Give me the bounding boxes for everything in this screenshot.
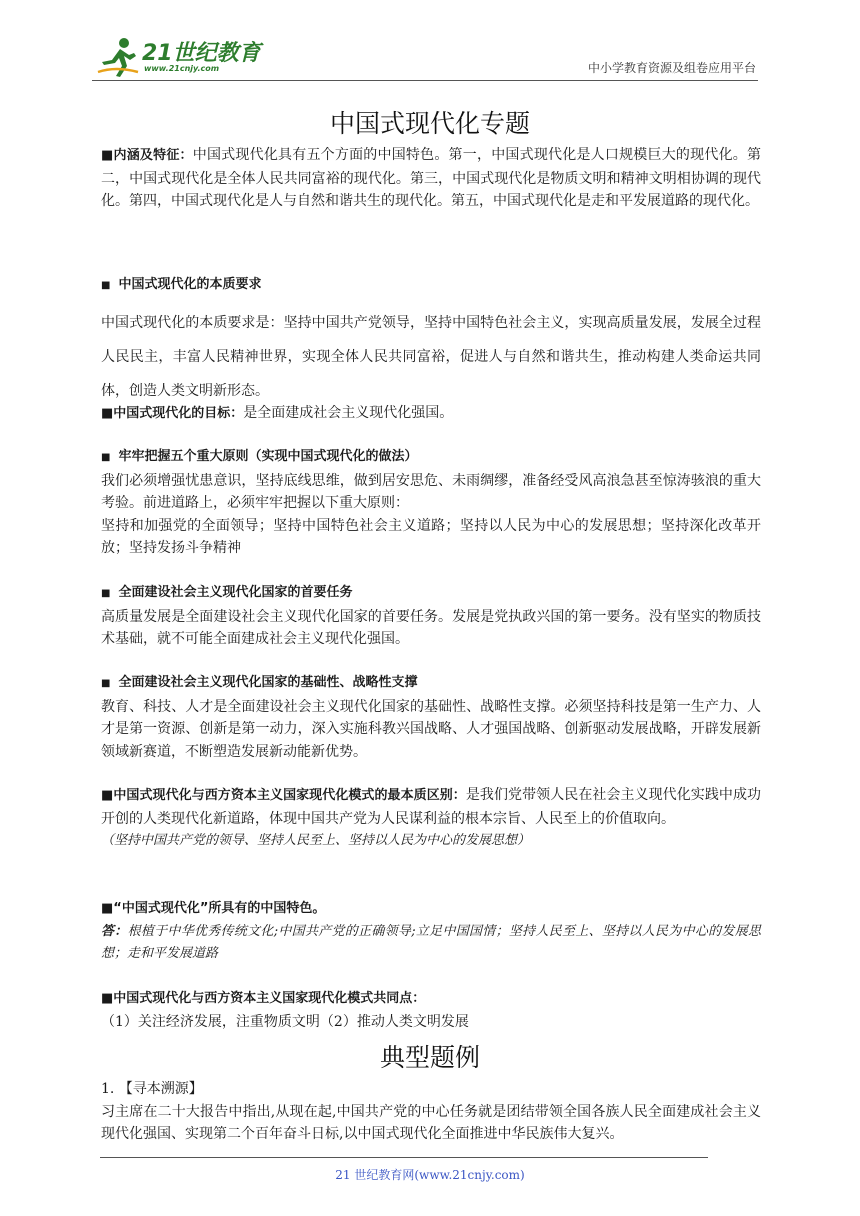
question-1	[101, 1078, 761, 1146]
square-bullet-icon: ■	[101, 280, 111, 291]
square-bullet-icon: ■	[101, 588, 111, 599]
question-text: 习主席在二十大报告中指出,从现在起,中国共产党的中心任务就是团结带领全国各族人民全面建成社会主义现代化强国、实现第二个百年奋斗日标,以中国式现代化全面推进中华民族伟大复兴。	[101, 1103, 761, 1143]
section-common-points	[101, 988, 761, 1033]
logo-url: www.21cnjy.com	[144, 64, 220, 73]
section-connotation	[101, 144, 761, 213]
section-essential-text	[101, 306, 761, 408]
section-text: 是我们党带领人民在社会主义现代化实践中成功开创的人类现代化新道路，体现中国共产党为人民谋利益的根本宗旨、人民至上的价值取向。	[101, 787, 762, 827]
section-essential-requirements	[101, 274, 761, 298]
section-text: （1）关注经济发展，注重物质文明（2）推动人类文明发展	[101, 1013, 469, 1030]
section-text: 高质量发展是全面建设社会主义现代化国家的首要任务。发展是党执政兴国的第一要务。没有坚实的物质技术基础，就不可能全面建成社会主义现代化强国。	[101, 608, 761, 648]
footer-link[interactable]: 21 世纪教育网(www.21cnjy.com)	[335, 1168, 525, 1182]
section-heading: ■中国式现代化与西方资本主义国家现代化模式共同点：	[101, 991, 426, 1006]
section-five-principles	[101, 446, 761, 560]
page-header	[92, 28, 758, 81]
section-heading: ■“中国式现代化”所具有的中国特色。	[101, 901, 326, 916]
section-heading: 中国式现代化的本质要求	[118, 277, 262, 292]
section-text: 教育、科技、人才是全面建设社会主义现代化国家的基础性、战略性支撑。必须坚持科技是第一生产力、人才是第一资源、创新是第一动力，深入实施科教兴国战略、人才强国战略、创新驱动发展战略，开辟发展新领域新赛道，不断塑造发展新动能新优势。	[101, 698, 761, 760]
section-label: ■中国式现代化的目标：	[101, 406, 244, 421]
section-primary-task	[101, 582, 761, 651]
section-label: ■中国式现代化与西方资本主义国家现代化模式的最本质区别：	[101, 788, 466, 803]
section-text: 是全面建成社会主义现代化强国。	[243, 405, 454, 421]
section-heading: 牢牢把握五个重大原则（实现中国式现代化的做法）	[118, 449, 418, 464]
section-text: 坚持和加强党的全面领导；坚持中国特色社会主义道路；坚持以人民为中心的发展思想；坚持深化改革开放；坚持发扬斗争精神	[101, 517, 761, 557]
section-text: 中国式现代化的本质要求是：坚持中国共产党领导，坚持中国特色社会主义，实现高质量发展，发展全过程人民民主，丰富人民精神世界，实现全体人民共同富裕，促进人与自然和谐共生，推动构建人类命运共同体，创造人类文明新形态。	[101, 315, 761, 399]
page-title: 中国式现代化专题	[329, 109, 530, 138]
examples-title: 典型题例	[379, 1043, 480, 1072]
square-bullet-icon: ■	[101, 678, 111, 689]
section-heading: 全面建设社会主义现代化国家的基础性、战略性支撑	[118, 675, 418, 690]
section-goal	[101, 402, 761, 426]
platform-name: 中小学教育资源及组卷应用平台	[587, 61, 756, 75]
footer-divider	[100, 1157, 708, 1158]
section-note: （坚持中国共产党的领导、坚持人民至上、坚持以人民为中心的发展思想）	[101, 833, 531, 849]
section-chinese-features	[101, 898, 761, 966]
section-heading: 全面建设社会主义现代化国家的首要任务	[118, 585, 353, 600]
section-text: 中国式现代化具有五个方面的中国特色。第一，中国式现代化是人口规模巨大的现代化。第二，中国式现代化是全体人民共同富裕的现代化。第三，中国式现代化是物质文明和精神文明相协调的现代化。第四，中国式现代化是人与自然和谐共生的现代化。第五，中国式现代化是走和平发展道路的现代化。	[101, 147, 761, 210]
section-essential-difference	[101, 784, 761, 853]
answer-label: 答：	[101, 923, 128, 939]
site-logo[interactable]	[92, 34, 262, 78]
runner-logo-icon	[94, 36, 140, 78]
section-text: 我们必须增强忧患意识，坚持底线思维，做到居安思危、未雨绸缪，准备经受风高浪急甚至惊涛骇浪的重大考验。前进道路上，必须牢牢把握以下重大原则：	[101, 472, 761, 512]
section-label: ■内涵及特征：	[101, 148, 193, 163]
logo-text: 21世纪教育	[142, 41, 261, 66]
square-bullet-icon: ■	[101, 452, 111, 463]
section-strategic-support	[101, 672, 761, 763]
answer-text: 根植于中华优秀传统文化;中国共产党的正确领导;立足中国国情；坚持人民至上、坚持以人民为中心的发展思想；走和平发展道路	[101, 923, 761, 962]
question-label: 1. 【寻本溯源】	[101, 1081, 203, 1097]
